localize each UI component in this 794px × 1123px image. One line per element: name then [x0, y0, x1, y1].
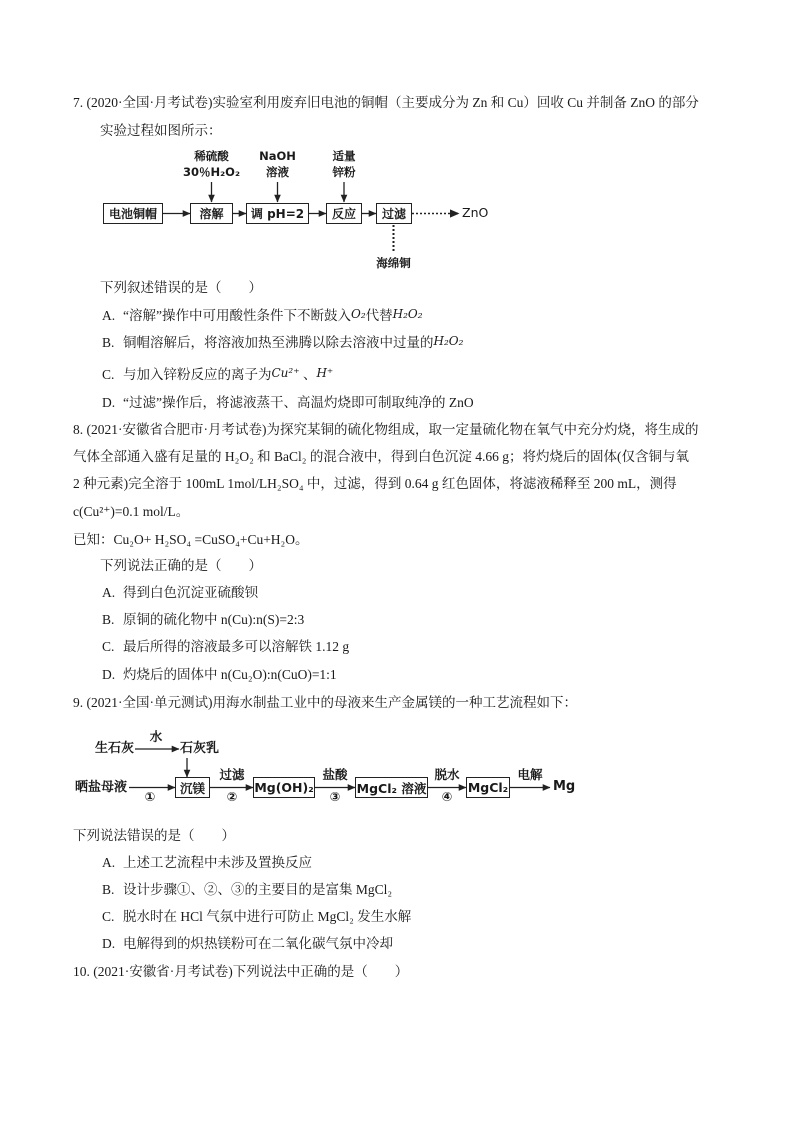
copper-recovery-flowchart: [95, 145, 505, 275]
question-9-prompt: 下列说法错误的是（ ）: [73, 828, 235, 843]
option-letter: C.: [102, 909, 115, 924]
question-8-stem-line-3: 2 种元素)完全溶于 100mL 1mol/LH₂SO₄ 中，过滤，得到 0.64 g 红色固体，将滤液稀释至 200 mL，测得: [73, 476, 677, 491]
step-box-react: 反应: [326, 203, 362, 224]
question-7-option-a: [102, 307, 423, 325]
step-label-dehydrate: 脱水: [434, 767, 460, 782]
question-7-option-c: [102, 366, 333, 384]
question-9-option-b: [102, 881, 392, 899]
question-7-option-d: [102, 394, 474, 412]
reagent-dilute-sulfuric-acid: 稀硫酸: [194, 149, 229, 163]
question-8-option-a: [102, 584, 258, 602]
option-text: 灼烧后的固体中 n(Cu₂O):n(CuO)=1:1: [123, 667, 337, 682]
option-text: 得到白色沉淀亚硫酸钡: [123, 585, 258, 600]
formula-h2o2: H₂O₂: [392, 307, 423, 321]
question-9-stem-line-1: 9. (2021·全国·单元测试)用海水制盐工业中的母液来生产金属镁的一种工艺流程如下：: [73, 695, 577, 710]
option-text: 上述工艺流程中未涉及置换反应: [123, 855, 312, 870]
question-9-option-a: [102, 854, 312, 872]
step-number-4: ④: [441, 789, 453, 804]
reagent-appropriate-amount: 适量: [332, 149, 356, 163]
step-box-dissolve: 溶解: [190, 203, 233, 224]
option-text: 与加入锌粉反应的离子为: [123, 367, 272, 382]
mother-liquor-label: 晒盐母液: [75, 780, 128, 795]
option-letter: B.: [102, 882, 115, 897]
step-number-2: ②: [226, 789, 238, 804]
option-letter: A.: [102, 855, 116, 870]
step-box-filter: 过滤: [376, 203, 412, 224]
quicklime-label: 生石灰: [95, 741, 135, 756]
option-text: 设计步骤①、②、③的主要目的是富集 MgCl₂: [123, 882, 393, 897]
box-magnesium-chloride: MgCl₂: [466, 777, 510, 798]
option-letter: B.: [102, 612, 115, 627]
option-text: 铜帽溶解后，将溶液加热至沸腾以除去溶液中过量的: [123, 335, 434, 350]
step-label-electrolysis: 电解: [517, 767, 543, 782]
water-label: 水: [149, 729, 163, 744]
step-label-hydrochloric-acid: 盐酸: [322, 767, 348, 782]
question-7-stem-line-2: 实验过程如图所示：: [100, 123, 222, 138]
question-8-prompt: 下列说法正确的是（ ）: [100, 558, 262, 573]
lime-milk-label: 石灰乳: [180, 741, 220, 756]
question-8-stem-line-1: 8. (2021·安徽省合肥市·月考试卷)为探究某铜的硫化物组成，取一定量硫化物在氧气中充分灼烧，将生成的: [73, 422, 699, 437]
option-letter: D.: [102, 395, 116, 410]
question-7-option-b: [102, 334, 463, 352]
option-text: 脱水时在 HCl 气氛中进行可防止 MgCl₂ 发生水解: [123, 909, 412, 924]
reagent-hydrogen-peroxide: 30％H₂O₂: [183, 165, 240, 179]
option-text: 电解得到的炽热镁粉可在二氧化碳气氛中冷却: [123, 936, 393, 951]
option-letter: D.: [102, 936, 116, 951]
reagent-zinc-powder: 锌粉: [332, 165, 356, 179]
step-box-battery-caps: 电池铜帽: [103, 203, 163, 224]
box-precipitate-magnesium: 沉镁: [175, 777, 210, 798]
question-8-option-b: [102, 611, 304, 629]
step-number-3: ③: [329, 789, 341, 804]
magnesium-production-flowchart: [70, 725, 580, 810]
formula-h2o2: H₂O₂: [433, 334, 464, 348]
question-8-stem-line-2: 气体全部通入盛有足量的 H₂O₂ 和 BaCl₂ 的混合液中，得到白色沉淀 4.66 g；将灼烧后的固体(仅含铜与氧: [73, 449, 689, 464]
reagent-naoh: NaOH: [259, 149, 296, 163]
formula-o2: O₂: [350, 307, 366, 321]
step-number-1: ①: [144, 789, 156, 804]
question-9-option-d: [102, 935, 393, 953]
option-letter: B.: [102, 335, 115, 350]
formula-h-ion: H⁺: [316, 366, 334, 380]
option-text: “过滤”操作后，将滤液蒸干、高温灼烧即可制取纯净的 ZnO: [123, 395, 474, 410]
question-7-prompt: 下列叙述错误的是（ ）: [100, 280, 262, 295]
option-letter: C.: [102, 639, 115, 654]
box-magnesium-hydroxide: Mg(OH)₂: [253, 777, 315, 798]
step-label-filter: 过滤: [219, 767, 245, 782]
option-text: 、: [299, 367, 317, 382]
option-letter: A.: [102, 308, 116, 323]
question-9-option-c: [102, 908, 411, 926]
formula-cu-ion: Cu²⁺: [271, 366, 300, 380]
question-10-stem-line-1: 10. (2021·安徽省·月考试卷)下列说法中正确的是（ ）: [73, 964, 409, 979]
option-text: “溶解”操作中可用酸性条件下不断鼓入: [123, 308, 351, 323]
question-8-stem-line-4: c(Cu²⁺)=0.1 mol/L。: [73, 504, 190, 519]
option-text: 最后所得的溶液最多可以溶解铁 1.12 g: [123, 639, 350, 654]
box-magnesium-chloride-solution: MgCl₂ 溶液: [355, 777, 428, 798]
option-letter: D.: [102, 667, 116, 682]
question-8-known-equation: 已知：Cu₂O+ H₂SO₄ =CuSO₄+Cu+H₂O。: [73, 532, 309, 547]
product-magnesium: Mg: [553, 779, 576, 794]
option-text: 原铜的硫化物中 n(Cu):n(S)=2:3: [123, 612, 305, 627]
product-zno: ZnO: [462, 205, 489, 220]
reagent-naoh-solution: 溶液: [266, 165, 289, 179]
residue-sponge-copper: 海绵铜: [376, 256, 411, 270]
question-7-stem-line-1: 7. (2020·全国·月考试卷)实验室利用废弃旧电池的铜帽（主要成分为 Zn 和 Cu）回收 Cu 并制备 ZnO 的部分: [73, 95, 699, 110]
option-text: 代替: [365, 308, 393, 323]
option-letter: C.: [102, 367, 115, 382]
step-box-adjust-ph: 调 pH=2: [246, 203, 309, 224]
question-8-option-c: [102, 638, 349, 656]
option-letter: A.: [102, 585, 116, 600]
question-8-option-d: [102, 666, 337, 684]
